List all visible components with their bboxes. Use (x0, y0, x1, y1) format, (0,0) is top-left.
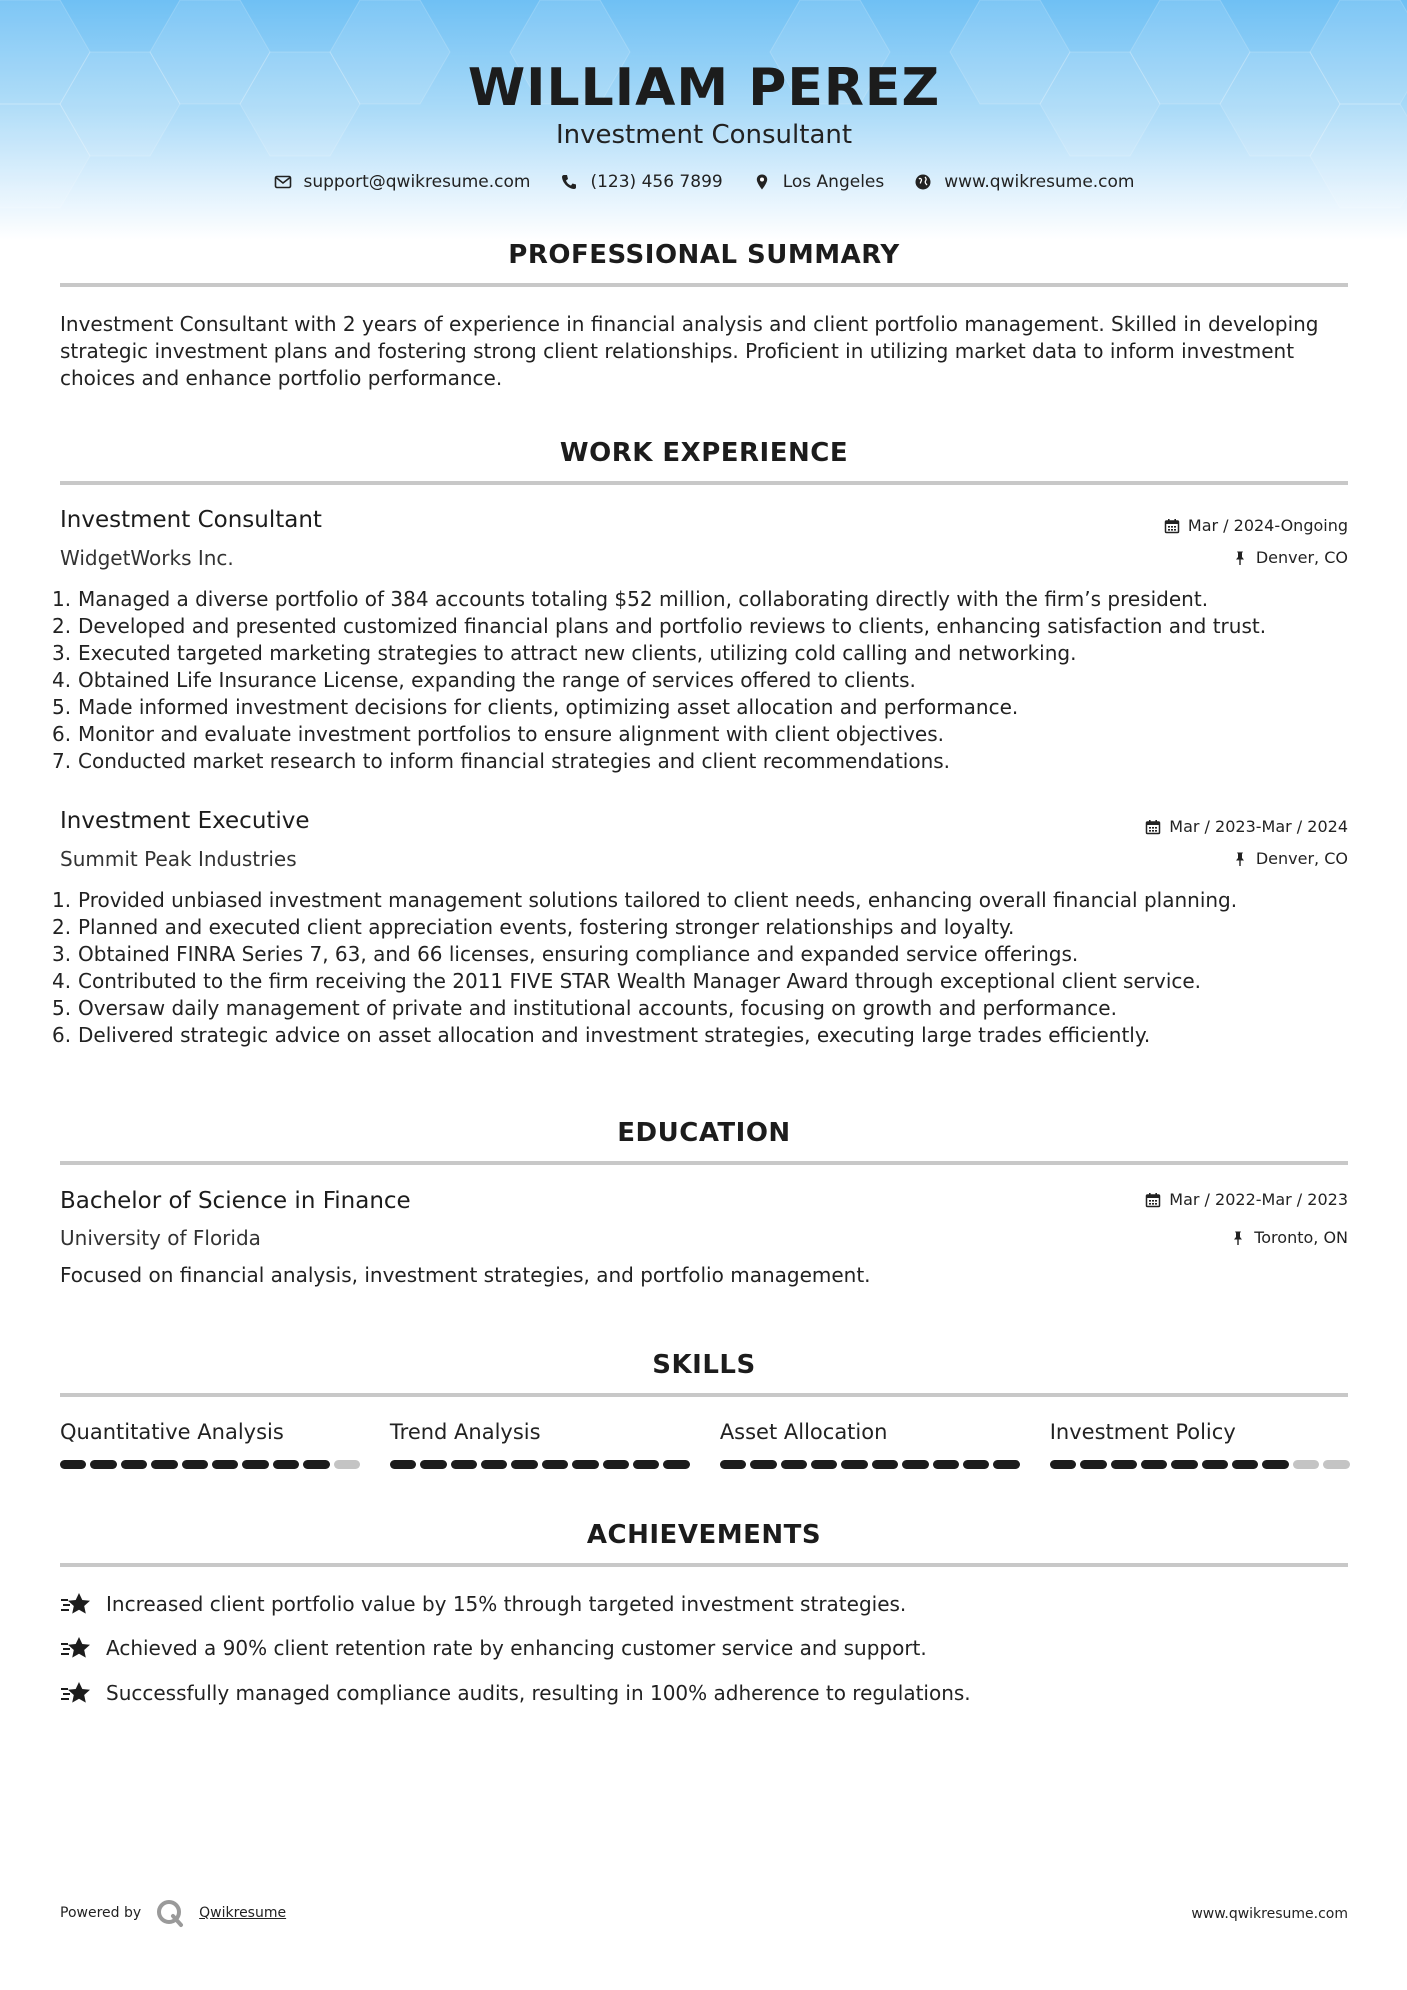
skill-rating-bar (720, 1460, 1020, 1469)
contact-email[interactable] (274, 172, 531, 192)
job-duties-list (52, 586, 1352, 775)
skill-rating-segment (60, 1460, 86, 1469)
skill-rating-segment (633, 1460, 659, 1469)
skill-rating-segment (572, 1460, 598, 1469)
skill-rating-segment (1323, 1460, 1349, 1469)
achievements-heading: ACHIEVEMENTS (586, 1520, 822, 1550)
job-company: Summit Peak Industries (60, 847, 297, 871)
skill-rating-segment (811, 1460, 837, 1469)
contact-website[interactable] (914, 172, 1134, 192)
skills-grid (60, 1420, 1348, 1469)
skills-divider (60, 1393, 1348, 1397)
star-icon (60, 1634, 92, 1662)
star-icon (60, 1679, 92, 1707)
job-location (1232, 548, 1348, 567)
footer-powered-by (60, 1898, 286, 1928)
skill-rating-segment (1141, 1460, 1167, 1469)
calendar-icon (1164, 518, 1180, 534)
skill-name: Trend Analysis (389, 1420, 541, 1444)
skill-rating-bar (390, 1460, 690, 1469)
skill-rating-segment (481, 1460, 507, 1469)
skill-rating-segment (663, 1460, 689, 1469)
education-degree: Bachelor of Science in Finance (60, 1188, 411, 1214)
list-item: 1. Managed a diverse portfolio of 384 accounts totaling $52 million, collaborating directly with the firm’s president. (52, 587, 1209, 611)
skill-rating-segment (841, 1460, 867, 1469)
pushpin-icon (1232, 550, 1248, 566)
skill-rating-segment (334, 1460, 360, 1469)
skill-rating-segment (303, 1460, 329, 1469)
contact-location-text: Los Angeles (782, 172, 885, 192)
star-icon (60, 1590, 92, 1618)
contact-website-text: www.qwikresume.com (944, 172, 1135, 192)
skill-rating-bar (60, 1460, 360, 1469)
pushpin-icon (1232, 851, 1248, 867)
list-item: 3. Obtained FINRA Series 7, 63, and 66 licenses, ensuring compliance and expanded service offerings. (52, 942, 1079, 966)
contact-bar (60, 172, 1348, 192)
achievement-item (60, 1634, 927, 1662)
skill-rating-segment (1293, 1460, 1319, 1469)
skill-rating-segment (420, 1460, 446, 1469)
job-location-text: Denver, CO (1255, 849, 1348, 868)
brand-link[interactable]: Qwikresume (199, 1905, 287, 1921)
list-item: 3. Executed targeted marketing strategies to attract new clients, utilizing cold calling and networking. (52, 641, 1077, 665)
job-company: WidgetWorks Inc. (60, 546, 234, 570)
achievements-divider (60, 1563, 1348, 1567)
job-dates (1145, 817, 1348, 836)
skill-rating-segment (1080, 1460, 1106, 1469)
skill-rating-bar (1050, 1460, 1350, 1469)
skill-rating-segment (781, 1460, 807, 1469)
skill-rating-segment (1171, 1460, 1197, 1469)
skill-rating-segment (720, 1460, 746, 1469)
skill-rating-segment (1232, 1460, 1258, 1469)
contact-phone-text: (123) 456 7899 (590, 172, 723, 192)
achievement-text: Achieved a 90% client retention rate by enhancing customer service and support. (106, 1636, 927, 1660)
achievement-text: Successfully managed compliance audits, resulting in 100% adherence to regulations. (106, 1681, 971, 1705)
achievement-text: Increased client portfolio value by 15% through targeted investment strategies. (106, 1592, 907, 1616)
skill-rating-segment (390, 1460, 416, 1469)
skill-rating-segment (451, 1460, 477, 1469)
job-location (1232, 849, 1348, 868)
skill-rating-segment (121, 1460, 147, 1469)
skill-rating-segment (90, 1460, 116, 1469)
list-item: 5. Made informed investment decisions for clients, optimizing asset allocation and performance. (52, 695, 1019, 719)
skill-rating-segment (212, 1460, 238, 1469)
calendar-icon (1145, 1192, 1161, 1208)
skill-rating-segment (182, 1460, 208, 1469)
skill-item (720, 1420, 1020, 1469)
skill-rating-segment (1262, 1460, 1288, 1469)
globe-icon (914, 173, 932, 191)
skill-rating-segment (1202, 1460, 1228, 1469)
education-description: Focused on financial analysis, investment strategies, and portfolio management. (60, 1263, 871, 1287)
skill-rating-segment (750, 1460, 776, 1469)
education-location (1230, 1228, 1348, 1247)
job-duties-list (52, 887, 1352, 1049)
list-item: 2. Planned and executed client appreciation events, fostering stronger relationships and loyalty. (52, 915, 1015, 939)
list-item: 1. Provided unbiased investment management solutions tailored to client needs, enhancing overall financial planning. (52, 888, 1238, 912)
skill-rating-segment (1111, 1460, 1137, 1469)
pushpin-icon (1230, 1230, 1246, 1246)
education-dates (1145, 1190, 1348, 1209)
job-title: Investment Consultant (60, 507, 322, 533)
skill-rating-segment (542, 1460, 568, 1469)
achievement-item (60, 1679, 971, 1707)
education-location-text: Toronto, ON (1254, 1228, 1348, 1247)
skills-heading: SKILLS (652, 1350, 756, 1380)
skill-rating-segment (993, 1460, 1019, 1469)
list-item: 6. Delivered strategic advice on asset allocation and investment strategies, executing large trades efficiently. (52, 1023, 1151, 1047)
skill-name: Quantitative Analysis (60, 1420, 284, 1444)
job-location-text: Denver, CO (1255, 548, 1348, 567)
map-pin-icon (753, 173, 771, 191)
job-dates (1164, 516, 1348, 535)
candidate-role: Investment Consultant (555, 120, 853, 150)
list-item: 2. Developed and presented customized financial plans and portfolio reviews to clients, enhancing satisfaction and trust. (52, 614, 1267, 638)
skill-rating-segment (151, 1460, 177, 1469)
list-item: 4. Obtained Life Insurance License, expanding the range of services offered to clients. (52, 668, 916, 692)
job-dates-text: Mar / 2023-Mar / 2024 (1169, 817, 1348, 836)
skill-name: Investment Policy (1049, 1420, 1236, 1444)
skill-rating-segment (872, 1460, 898, 1469)
candidate-name: WILLIAM PEREZ (467, 58, 941, 118)
calendar-icon (1145, 819, 1161, 835)
skill-rating-segment (603, 1460, 629, 1469)
qwikresume-logo-icon (155, 1898, 185, 1928)
powered-by-label: Powered by (60, 1905, 142, 1921)
summary-text: Investment Consultant with 2 years of experience in financial analysis and client portfolio management. Skilled in developing strategic investment plans and fostering strong client relationships. Proficient in utilizing market data to inform investment choices and enhance portfolio performance. (60, 312, 1319, 390)
summary-heading: PROFESSIONAL SUMMARY (508, 240, 900, 270)
phone-icon (560, 173, 578, 191)
list-item: 4. Contributed to the firm receiving the 2011 FIVE STAR Wealth Manager Award through exceptional client service. (52, 969, 1202, 993)
job-dates-text: Mar / 2024-Ongoing (1187, 516, 1348, 535)
summary-divider (60, 283, 1348, 287)
skill-item (1050, 1420, 1350, 1469)
achievement-item (60, 1590, 906, 1618)
education-heading: EDUCATION (617, 1118, 791, 1148)
job-title: Investment Executive (60, 808, 310, 834)
contact-phone[interactable] (560, 172, 722, 192)
list-item: 7. Conducted market research to inform financial strategies and client recommendations. (52, 749, 951, 773)
education-school: University of Florida (60, 1226, 261, 1250)
skill-name: Asset Allocation (719, 1420, 888, 1444)
experience-heading: WORK EXPERIENCE (559, 438, 849, 468)
skill-item (390, 1420, 690, 1469)
skill-rating-segment (902, 1460, 928, 1469)
skill-rating-segment (1050, 1460, 1076, 1469)
education-divider (60, 1161, 1348, 1165)
skill-rating-segment (273, 1460, 299, 1469)
experience-divider (60, 481, 1348, 485)
list-item: 6. Monitor and evaluate investment portfolios to ensure alignment with client objectives. (52, 722, 944, 746)
footer-website[interactable]: www.qwikresume.com (1191, 1906, 1348, 1922)
education-dates-text: Mar / 2022-Mar / 2023 (1169, 1190, 1348, 1209)
list-item: 5. Oversaw daily management of private and institutional accounts, focusing on growth and performance. (52, 996, 1117, 1020)
skill-rating-segment (511, 1460, 537, 1469)
contact-email-text: support@qwikresume.com (303, 172, 531, 192)
skill-item (60, 1420, 360, 1469)
skill-rating-segment (242, 1460, 268, 1469)
envelope-icon (274, 173, 292, 191)
skill-rating-segment (933, 1460, 959, 1469)
skill-rating-segment (963, 1460, 989, 1469)
contact-location (753, 172, 885, 192)
